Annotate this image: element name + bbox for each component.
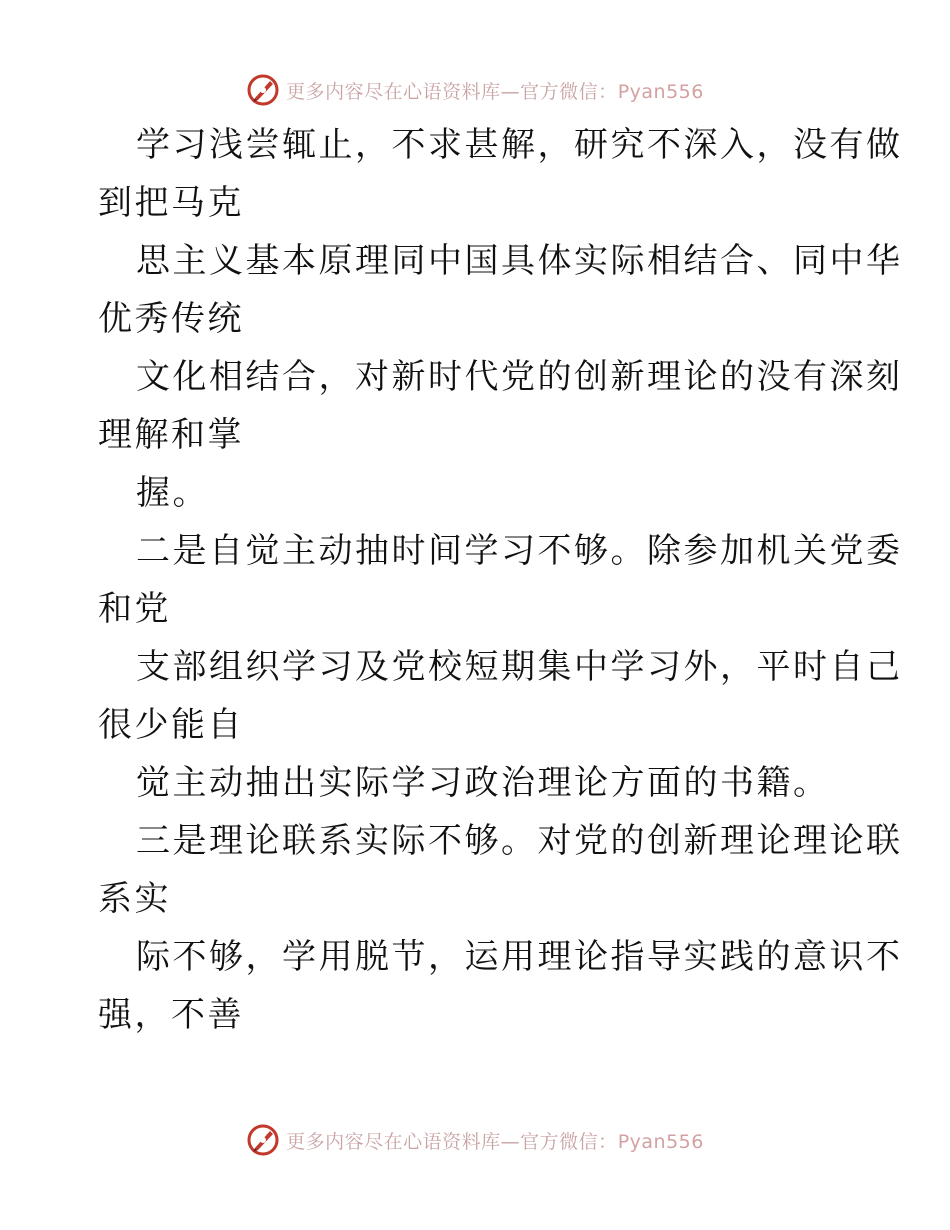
footer-banner xyxy=(0,1120,950,1160)
text-line: 思主义基本原理同中国具体实际相结合、同中华 xyxy=(136,241,903,281)
banner-text xyxy=(286,77,704,104)
text-line: 和党 xyxy=(98,589,171,629)
text-line: 到把马克 xyxy=(98,183,244,223)
banner-site-text: 更多内容尽在心语资料库 xyxy=(286,80,501,103)
banner-separator: — xyxy=(500,1130,521,1153)
text-line: 学习浅尝辄止，不求甚解，研究不深入，没有做 xyxy=(136,125,903,165)
text-line: 支部组织学习及党校短期集中学习外，平时自己 xyxy=(136,647,903,687)
banner-wechat-id: Pyan556 xyxy=(617,80,704,103)
header-banner xyxy=(0,70,950,110)
text-line: 理解和掌 xyxy=(98,415,244,455)
quill-pen-logo-icon xyxy=(246,1123,280,1157)
text-line: 二是自觉主动抽时间学习不够。除参加机关党委 xyxy=(136,531,903,571)
text-line: 三是理论联系实际不够。对党的创新理论理论联 xyxy=(136,821,903,861)
text-line: 系实 xyxy=(98,879,171,919)
banner-wechat-id: Pyan556 xyxy=(617,1130,704,1153)
text-line: 优秀传统 xyxy=(98,299,244,339)
document-body xyxy=(98,116,903,1044)
text-line: 觉主动抽出实际学习政治理论方面的书籍。 xyxy=(136,763,830,803)
text-line: 文化相结合，对新时代党的创新理论的没有深刻 xyxy=(136,357,903,397)
text-line: 很少能自 xyxy=(98,705,244,745)
text-line: 际不够，学用脱节，运用理论指导实践的意识不 xyxy=(136,937,903,977)
text-line: 强，不善 xyxy=(98,995,244,1035)
banner-site-text: 更多内容尽在心语资料库 xyxy=(286,1130,501,1153)
banner-wechat-label: 官方微信： xyxy=(520,80,618,103)
banner-separator: — xyxy=(500,80,521,103)
quill-pen-logo-icon xyxy=(246,73,280,107)
banner-text xyxy=(286,1127,704,1154)
banner-wechat-label: 官方微信： xyxy=(520,1130,618,1153)
text-line: 握。 xyxy=(136,473,209,513)
